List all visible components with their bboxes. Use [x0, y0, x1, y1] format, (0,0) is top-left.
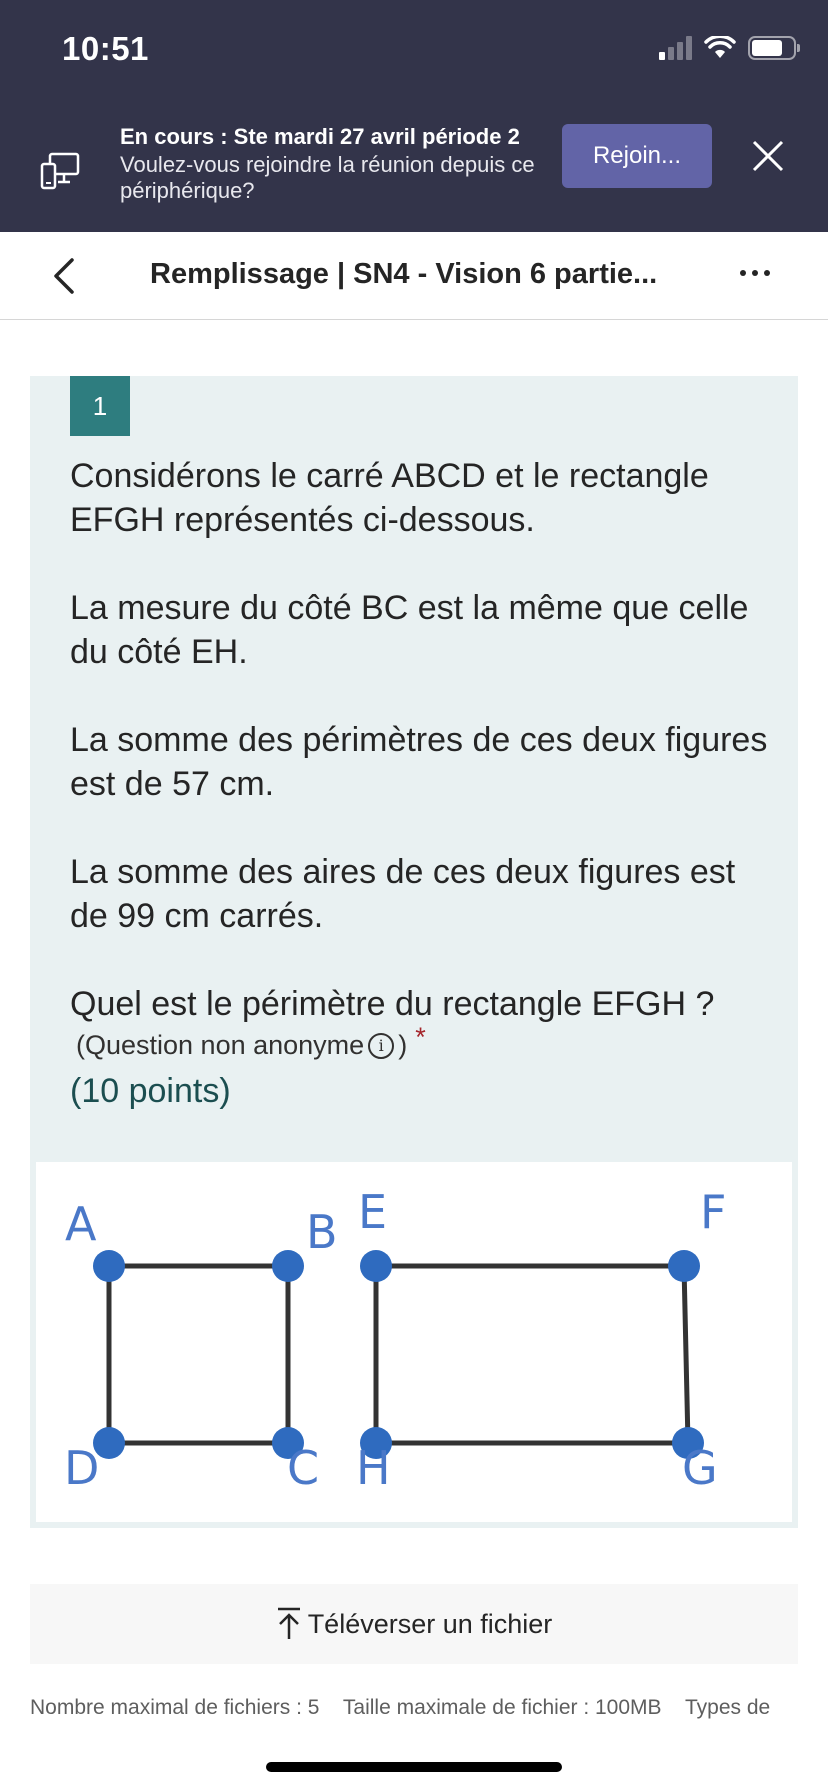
question-points: (10 points) — [70, 1072, 231, 1110]
meeting-banner — [0, 0, 828, 232]
label-c: C — [287, 1441, 320, 1495]
question-paragraph: La mesure du côté BC est la même que celle du côté EH. — [70, 589, 749, 671]
form-header — [0, 232, 828, 320]
point-a — [93, 1250, 125, 1282]
device-transfer-icon — [40, 150, 80, 190]
anonymity-note — [76, 1022, 426, 1061]
anonymity-note-close: ) — [398, 1030, 408, 1060]
page-title: Remplissage | SN4 - Vision 6 partie... — [150, 258, 658, 290]
question-figure — [36, 1162, 792, 1522]
meeting-prompt: Voulez-vous rejoindre la réunion depuis ce périphérique? — [120, 152, 535, 203]
label-h: H — [356, 1441, 391, 1495]
point-b — [272, 1250, 304, 1282]
upload-arrow-icon — [276, 1607, 302, 1641]
square-abcd — [109, 1266, 288, 1443]
question-card — [30, 376, 798, 1528]
battery-icon — [748, 36, 796, 60]
label-a: A — [65, 1197, 97, 1251]
status-time: 10:51 — [62, 30, 149, 67]
status-icons — [659, 36, 796, 60]
file-types-text: Types de — [685, 1696, 771, 1719]
question-prompt: Quel est le périmètre du rectangle EFGH ? — [70, 985, 715, 1023]
geometry-diagram — [36, 1162, 792, 1522]
home-indicator[interactable] — [266, 1762, 562, 1772]
point-e — [360, 1250, 392, 1282]
max-files-text: Nombre maximal de fichiers : 5 — [30, 1696, 320, 1719]
question-paragraph: La somme des périmètres de ces deux figures est de 57 cm. — [70, 721, 768, 803]
banner-text — [120, 122, 550, 204]
point-f — [668, 1250, 700, 1282]
question-paragraph: La somme des aires de ces deux figures est de 99 cm carrés. — [70, 853, 736, 935]
close-icon[interactable] — [748, 136, 788, 176]
label-e: E — [358, 1185, 388, 1239]
more-dots-icon[interactable] — [740, 270, 770, 276]
upload-label: Téléverser un fichier — [307, 1608, 553, 1639]
question-number-badge: 1 — [70, 376, 130, 436]
question-paragraph: Considérons le carré ABCD et le rectangle EFGH représentés ci-dessous. — [70, 457, 709, 539]
label-b: B — [306, 1205, 338, 1259]
wifi-icon — [704, 36, 736, 60]
cellular-signal-icon — [659, 36, 692, 60]
file-limits — [30, 1696, 788, 1720]
info-icon[interactable]: i — [368, 1033, 394, 1059]
label-f: F — [700, 1185, 727, 1239]
max-size-text: Taille maximale de fichier : 100MB — [342, 1696, 662, 1719]
upload-file-button[interactable] — [30, 1584, 798, 1664]
chevron-left-icon[interactable] — [46, 254, 82, 298]
question-text — [70, 454, 770, 1026]
anonymity-note-text: (Question non anonyme — [76, 1030, 365, 1060]
required-indicator: * — [415, 1022, 426, 1052]
meeting-title: En cours : Ste mardi 27 avril période 2 — [120, 124, 520, 149]
label-g: G — [682, 1441, 718, 1495]
join-meeting-button[interactable]: Rejoin... — [562, 124, 712, 188]
label-d: D — [64, 1441, 100, 1495]
rectangle-efgh — [376, 1266, 688, 1443]
